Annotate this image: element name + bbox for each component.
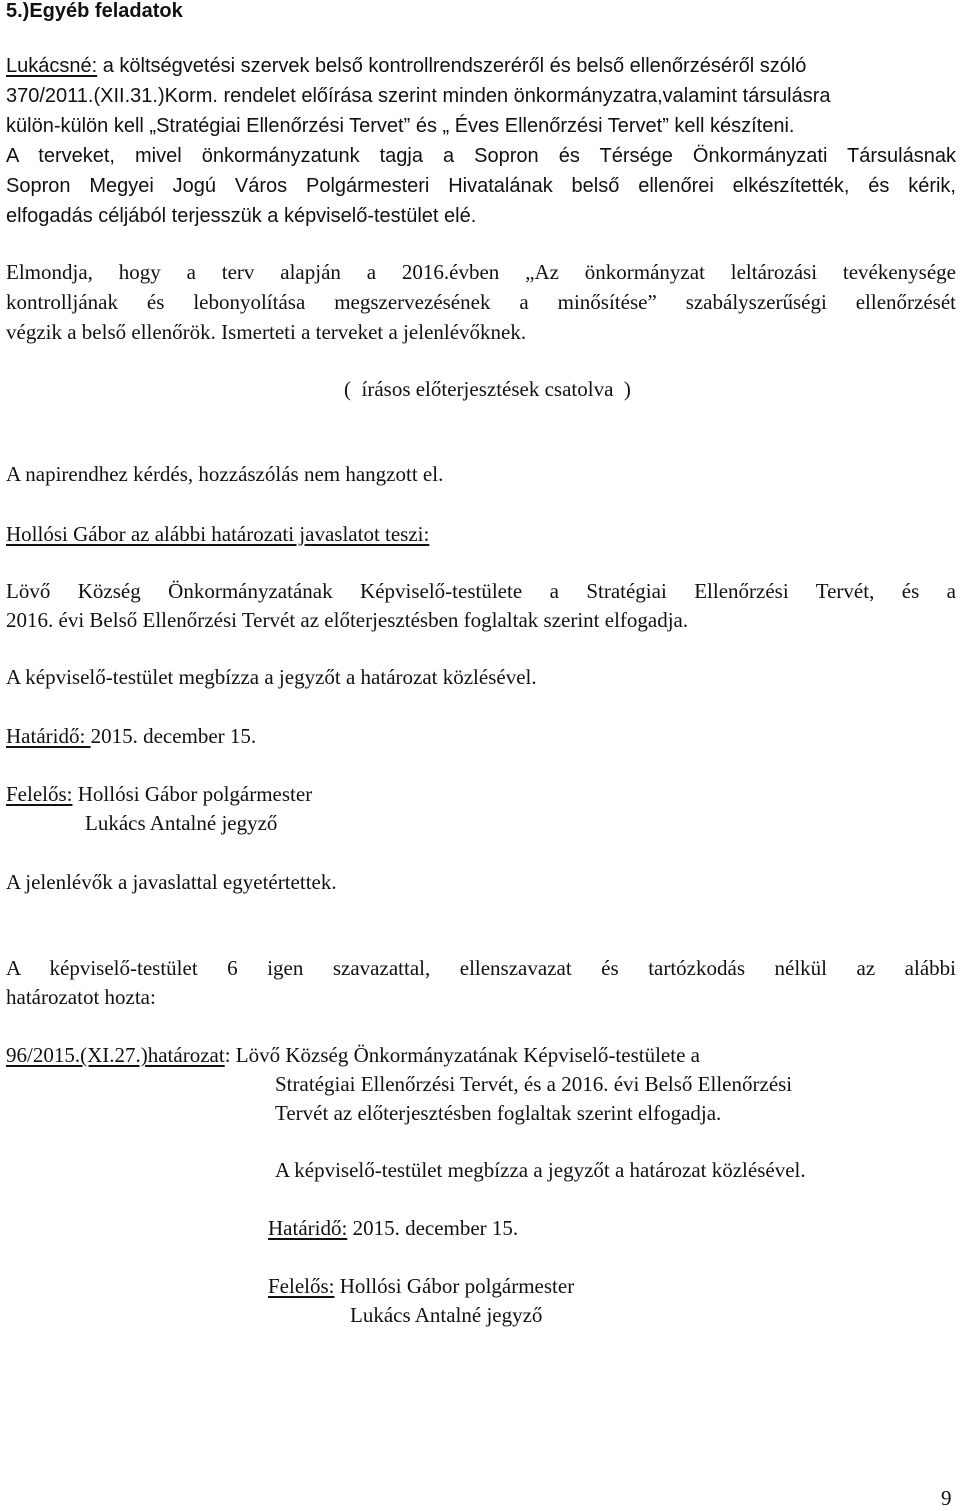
resolution-deadline xyxy=(268,1218,518,1239)
agreement-note: A jelenlévők a javaslattal egyetértettek. xyxy=(6,870,337,894)
resolution-line-2: Stratégiai Ellenőrzési Tervét, és a 2016. évi Belső Ellenőrzési xyxy=(275,1072,793,1096)
responsible-notary: Lukács Antalné jegyző xyxy=(85,811,278,835)
proposal-deadline xyxy=(6,726,256,747)
intro-line-4: A terveket, mivel önkormányzatunk tagja a Sopron és Térsége Önkormányzati Társulásnak xyxy=(6,145,956,167)
resolution-line-3: Tervét az előterjesztésben foglaltak szerint elfogadja. xyxy=(275,1101,722,1125)
no-questions-note: A napirendhez kérdés, hozzászólás nem hangzott el. xyxy=(6,462,444,486)
vote-line-1: A képviselő-testület 6 igen szavazattal, ellenszavazat és tartózkodás nélkül az alábbi xyxy=(6,956,956,980)
proposal-intro: Hollósi Gábor az alábbi határozati javaslatot teszi: xyxy=(6,522,430,546)
resolution-number: 96/2015.(XI.27.)határozat xyxy=(6,1043,225,1067)
deadline-label: Határidő: xyxy=(6,724,91,748)
intro-line-1: Lukácsné: a költségvetési szervek belső kontrollrendszeréről és belső ellenőrzéséről szóló xyxy=(6,55,807,77)
responsible-mayor: Hollósi Gábor polgármester xyxy=(72,782,313,806)
resolution-responsible-label: Felelős: xyxy=(268,1274,335,1298)
intro-line-6: elfogadás céljából terjesszük a képviselő-testület elé. xyxy=(6,205,477,227)
resolution-deadline-label: Határidő: xyxy=(268,1216,348,1240)
page-number: 9 xyxy=(941,1486,952,1510)
resolution-mandate: A képviselő-testület megbízza a jegyzőt a határozat közlésével. xyxy=(275,1158,806,1182)
deadline-value: 2015. december 15. xyxy=(90,724,257,748)
proposal-mandate: A képviselő-testület megbízza a jegyzőt a határozat közlésével. xyxy=(6,665,537,689)
resolution-responsible xyxy=(268,1276,574,1297)
responsible-label: Felelős: xyxy=(6,782,73,806)
elmondja-line-1: Elmondja, hogy a terv alapján a 2016.évben „Az önkormányzat leltározási tevékenysége xyxy=(6,260,956,284)
vote-line-2: határozatot hozta: xyxy=(6,985,156,1009)
elmondja-line-3: végzik a belső ellenőrök. Ismerteti a terveket a jelenlévőknek. xyxy=(6,320,527,344)
resolution-responsible-notary: Lukács Antalné jegyző xyxy=(350,1303,543,1327)
section-heading: 5.)Egyéb feladatok xyxy=(6,0,183,22)
resolution-responsible-mayor: Hollósi Gábor polgármester xyxy=(334,1274,575,1298)
proposal-responsible xyxy=(6,784,312,805)
lukacsne-label: Lukácsné: xyxy=(6,55,98,77)
intro-line-3: külön-külön kell „Stratégiai Ellenőrzési Tervet” és „ Éves Ellenőrzési Tervet” kell készíteni. xyxy=(6,115,795,137)
resolution-line-1: 96/2015.(XI.27.)határozat: Lövő Község Önkormányzatának Képviselő-testülete a xyxy=(6,1043,700,1067)
intro-line-2: 370/2011.(XII.31.)Korm. rendelet előírása szerint minden önkormányzatra,valamint társulásra xyxy=(6,85,831,107)
proposal-line-2: 2016. évi Belső Ellenőrzési Tervét az előterjesztésben foglaltak szerint elfogadja. xyxy=(6,608,689,632)
intro-line-5: Sopron Megyei Jogú Város Polgármesteri Hivatalának belső ellenőrei elkészítették, és kérik, xyxy=(6,175,956,197)
resolution-deadline-value: 2015. december 15. xyxy=(347,1216,519,1240)
elmondja-line-2: kontrolljának és lebonyolítása megszervezésének a minősítése” szabályszerűségi ellenőrzését xyxy=(6,290,956,314)
proposal-line-1: Lövő Község Önkormányzatának Képviselő-testülete a Stratégiai Ellenőrzési Tervét, és a xyxy=(6,579,956,603)
attachment-note: ( írásos előterjesztések csatolva ) xyxy=(344,377,631,401)
